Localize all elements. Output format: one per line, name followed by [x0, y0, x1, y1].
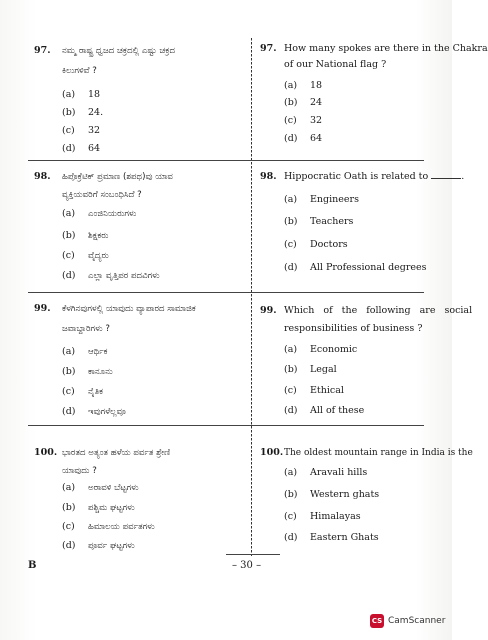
option-text: Teachers: [310, 216, 354, 227]
option-text: Aravali hills: [310, 467, 368, 478]
option-d: [284, 405, 364, 417]
question-text-line1: ಭಾರತದ ಅತ್ಯಂತ ಹಳೆಯ ಪರ್ವತ ಶ್ರೇಣಿ: [62, 448, 171, 458]
question-100-kn: [34, 446, 244, 476]
option-label: (b): [284, 216, 298, 227]
option-a: [62, 89, 100, 101]
question-97-en: [260, 42, 488, 72]
question-number: 98.: [260, 171, 277, 182]
option-text: Western ghats: [310, 489, 380, 500]
question-97-kn: [34, 44, 244, 74]
option-text: ನೈತಿಕ: [88, 387, 103, 397]
option-b: [62, 502, 135, 514]
question-text: Hippocratic Oath is related to: [284, 171, 429, 182]
option-label: (a): [62, 208, 76, 219]
option-label: (c): [284, 511, 297, 522]
option-label: (c): [62, 386, 75, 397]
option-text: 24: [310, 97, 323, 108]
option-label: (b): [62, 230, 76, 241]
question-text-line2: ಯಾವುದು ?: [62, 466, 97, 476]
camscanner-logo-icon: CS: [370, 614, 384, 628]
option-label: (b): [62, 366, 76, 377]
question-text-line1: ಕೆಳಗಿನವುಗಳಲ್ಲಿ ಯಾವುದು ವ್ಯಾಪಾರದ ಸಾಮಾಜಿಕ: [62, 304, 196, 314]
question-number: 98.: [34, 171, 51, 182]
column-divider: [251, 38, 252, 556]
option-text: ಹಿಮಾಲಯ ಪರ್ವತಗಳು: [88, 522, 155, 532]
question-100-en: [260, 446, 473, 462]
option-text: All of these: [310, 405, 365, 416]
option-label: (a): [284, 344, 298, 355]
option-d: [62, 143, 100, 155]
question-number: 99.: [34, 303, 51, 314]
option-label: (c): [284, 115, 297, 126]
option-label: (b): [62, 107, 76, 118]
option-label: (c): [62, 521, 75, 532]
option-c: [62, 125, 100, 137]
question-number: 99.: [260, 305, 277, 316]
option-d: [62, 406, 126, 418]
option-label: (a): [284, 80, 298, 91]
option-text: 24.: [88, 107, 104, 118]
answer-blank: [431, 178, 461, 179]
question-number: 100.: [34, 447, 58, 458]
camscanner-watermark: [370, 614, 445, 628]
question-separator: [28, 160, 424, 161]
option-d: [284, 532, 379, 544]
question-text-line2: ಕಿಲುಗಳಿವೆ ?: [62, 66, 97, 76]
question-text-line1: ಹಿಪೊಕ್ರೆಟಿಕ್ ಪ್ರಮಾಣ (ಶಪಥ)ವು ಯಾವ: [62, 172, 173, 182]
option-text: ಪೂರ್ವ ಘಟ್ಟಗಳು: [88, 541, 135, 551]
option-c: [284, 115, 322, 127]
page-number: – 30 –: [232, 560, 262, 571]
option-label: (a): [62, 346, 76, 357]
question-text-line1: The oldest mountain range in India is the: [284, 448, 473, 458]
question-separator: [28, 425, 424, 426]
option-text: Economic: [310, 344, 358, 355]
option-label: (b): [284, 97, 298, 108]
option-label: (d): [284, 133, 298, 144]
question-separator: [28, 292, 424, 293]
option-c: [284, 385, 344, 397]
option-c: [62, 521, 155, 533]
option-b: [284, 97, 322, 109]
option-label: (a): [62, 89, 76, 100]
option-label: (d): [62, 540, 76, 551]
question-text-line2: ಜವಾಬ್ದಾರಿಗಳು ?: [62, 324, 110, 334]
question-98-en: [260, 170, 465, 186]
option-label: (a): [284, 194, 298, 205]
option-label: (d): [62, 406, 76, 417]
camscanner-text: CamScanner: [388, 616, 446, 626]
option-c: [284, 511, 361, 523]
booklet-code: B: [28, 560, 37, 571]
option-label: (b): [284, 489, 298, 500]
option-label: (b): [284, 364, 298, 375]
question-text-line1: ನಮ್ಮ ರಾಷ್ಟ್ರ ಧ್ವಜದ ಚಕ್ರದಲ್ಲಿ ಎಷ್ಟು ಚಕ್ರದ: [62, 46, 176, 56]
page-number-rule: [226, 554, 280, 555]
option-text: ಕಾನೂನು: [88, 367, 113, 377]
option-b: [284, 489, 379, 501]
option-b: [62, 366, 113, 378]
option-text: ಪಶ್ಚಿಮ ಘಟ್ಟಗಳು: [88, 503, 135, 513]
option-text: 64: [310, 133, 323, 144]
option-d: [62, 540, 135, 552]
option-text: Eastern Ghats: [310, 532, 379, 543]
option-a: [62, 346, 108, 358]
option-text: Doctors: [310, 239, 348, 250]
question-number: 97.: [34, 45, 51, 56]
option-d: [62, 270, 160, 282]
option-text: ವೈದ್ಯರು: [88, 251, 109, 261]
option-label: (c): [284, 239, 297, 250]
option-b: [284, 364, 337, 376]
option-label: (b): [62, 502, 76, 513]
question-text-line2: responsibilities of business ?: [284, 323, 423, 334]
option-a: [284, 194, 359, 206]
option-d: [284, 133, 322, 145]
option-c: [284, 239, 348, 251]
question-99-en: [260, 304, 473, 334]
question-text-line2: ವ್ಯಕ್ತಿಯವರಿಗೆ ಸಂಬಂಧಿಸಿದೆ ?: [62, 190, 142, 200]
option-text: Ethical: [310, 385, 344, 396]
option-label: (d): [62, 270, 76, 281]
option-label: (a): [284, 467, 298, 478]
option-a: [284, 467, 367, 479]
option-text: ಎಂಜಿನಿಯರುಗಳು: [88, 209, 137, 219]
option-b: [284, 216, 353, 228]
option-text: Himalayas: [310, 511, 361, 522]
option-label: (a): [62, 482, 76, 493]
option-a: [284, 344, 357, 356]
option-text: Engineers: [310, 194, 359, 205]
question-text-line1: Hippocratic Oath is related to .: [284, 171, 465, 182]
option-text: 18: [310, 80, 323, 91]
question-text-line1: Which of the following are social: [284, 305, 473, 316]
option-text: ಅರಾವಳಿ ಬೆಟ್ಟಗಳು: [88, 483, 139, 493]
option-text: 32: [88, 125, 101, 136]
option-d: [284, 262, 427, 274]
option-a: [62, 482, 139, 494]
option-a: [62, 208, 136, 220]
option-label: (c): [62, 250, 75, 261]
question-98-kn: [34, 170, 244, 200]
option-text: 18: [88, 89, 101, 100]
option-label: (c): [284, 385, 297, 396]
question-99-kn: [34, 302, 244, 332]
option-text: 64: [88, 143, 101, 154]
question-text-line2: of our National flag ?: [284, 59, 387, 70]
option-b: [62, 230, 109, 242]
option-text: 32: [310, 115, 323, 126]
option-label: (d): [284, 532, 298, 543]
option-label: (d): [284, 405, 298, 416]
question-text-line1: How many spokes are there in the Chakra: [284, 43, 488, 54]
option-text: Legal: [310, 364, 337, 375]
option-text: ಎಲ್ಲಾ ವೃತ್ತಿಪರ ಪದವಿಗಳು: [88, 271, 160, 281]
option-label: (d): [284, 262, 298, 273]
option-text: ಇವುಗಳೆಲ್ಲವೂ: [88, 407, 126, 417]
option-text: All Professional degrees: [310, 262, 427, 273]
option-b: [62, 107, 103, 119]
question-number: 100.: [260, 447, 284, 458]
option-a: [284, 80, 322, 92]
question-number: 97.: [260, 43, 277, 54]
option-text: ಶಿಕ್ಷಕರು: [88, 231, 109, 241]
option-label: (d): [62, 143, 76, 154]
option-c: [62, 250, 109, 262]
option-label: (c): [62, 125, 75, 136]
option-c: [62, 386, 103, 398]
option-text: ಆರ್ಥಿಕ: [88, 347, 108, 357]
